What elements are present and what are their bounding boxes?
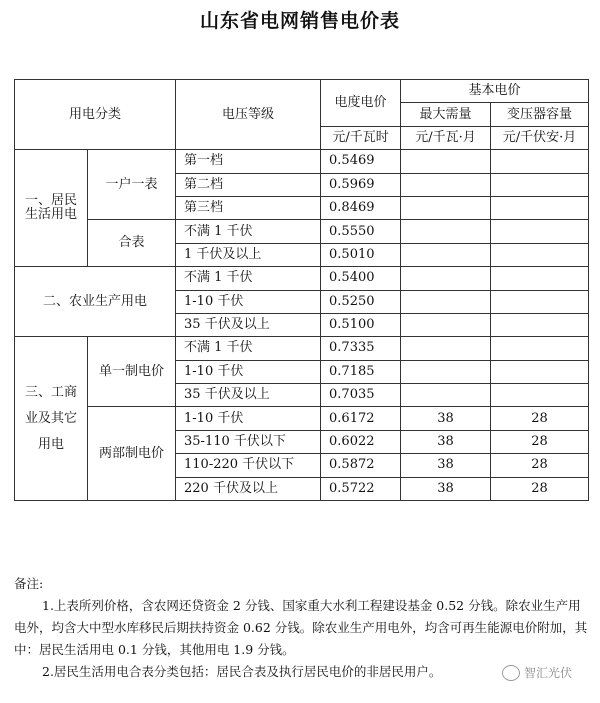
voltage-cell: 220 千伏及以上 xyxy=(176,477,321,500)
voltage-cell: 1-10 千伏 xyxy=(176,360,321,383)
capacity-cell xyxy=(491,173,589,196)
voltage-cell: 110-220 千伏以下 xyxy=(176,454,321,477)
voltage-cell: 35 千伏及以上 xyxy=(176,313,321,336)
voltage-cell: 1 千伏及以上 xyxy=(176,243,321,266)
tariff-table xyxy=(14,79,589,501)
table-row xyxy=(15,220,589,243)
voltage-cell: 不满 1 千伏 xyxy=(176,220,321,243)
capacity-cell xyxy=(491,384,589,407)
voltage-cell: 不满 1 千伏 xyxy=(176,267,321,290)
demand-cell: 38 xyxy=(401,477,491,500)
wechat-icon xyxy=(502,665,520,681)
header-category: 用电分类 xyxy=(15,80,176,150)
capacity-cell xyxy=(491,220,589,243)
header-row-1 xyxy=(15,80,589,103)
capacity-cell xyxy=(491,337,589,360)
price-cell: 0.7335 xyxy=(321,337,401,360)
demand-cell: 38 xyxy=(401,454,491,477)
notes-label: 备注: xyxy=(14,576,44,591)
capacity-cell: 28 xyxy=(491,407,589,430)
capacity-cell xyxy=(491,196,589,219)
group-residential: 一、居民生活用电 xyxy=(15,150,88,267)
price-cell: 0.5400 xyxy=(321,267,401,290)
price-cell: 0.5100 xyxy=(321,313,401,336)
watermark-text: 智汇光伏 xyxy=(523,666,572,680)
header-transformer: 变压器容量 xyxy=(491,103,589,126)
price-cell: 0.5872 xyxy=(321,454,401,477)
header-demand-unit: 元/千瓦·月 xyxy=(401,126,491,149)
demand-cell xyxy=(401,313,491,336)
subgroup-two-part-rate: 两部制电价 xyxy=(88,407,176,501)
group-industrial: 三、工商业及其它用电 xyxy=(15,337,88,501)
capacity-cell xyxy=(491,360,589,383)
header-basic-price: 基本电价 xyxy=(401,80,589,103)
demand-cell xyxy=(401,337,491,360)
demand-cell xyxy=(401,196,491,219)
price-cell: 0.5250 xyxy=(321,290,401,313)
demand-cell xyxy=(401,173,491,196)
voltage-cell: 第三档 xyxy=(176,196,321,219)
price-cell: 0.5469 xyxy=(321,150,401,173)
voltage-cell: 不满 1 千伏 xyxy=(176,337,321,360)
voltage-cell: 1-10 千伏 xyxy=(176,407,321,430)
price-cell: 0.5969 xyxy=(321,173,401,196)
price-cell: 0.5722 xyxy=(321,477,401,500)
table-row xyxy=(15,407,589,430)
price-cell: 0.7035 xyxy=(321,384,401,407)
price-cell: 0.5550 xyxy=(321,220,401,243)
capacity-cell xyxy=(491,313,589,336)
group-agricultural: 二、农业生产用电 xyxy=(15,267,176,337)
voltage-cell: 1-10 千伏 xyxy=(176,290,321,313)
header-transformer-unit: 元/千伏安·月 xyxy=(491,126,589,149)
demand-cell xyxy=(401,243,491,266)
header-max-demand: 最大需量 xyxy=(401,103,491,126)
subgroup-single-meter: 一户一表 xyxy=(88,150,176,220)
table-row xyxy=(15,337,589,360)
capacity-cell xyxy=(491,243,589,266)
voltage-cell: 35 千伏及以上 xyxy=(176,384,321,407)
demand-cell xyxy=(401,290,491,313)
header-voltage: 电压等级 xyxy=(176,80,321,150)
voltage-cell: 第一档 xyxy=(176,150,321,173)
price-cell: 0.5010 xyxy=(321,243,401,266)
capacity-cell xyxy=(491,267,589,290)
capacity-cell xyxy=(491,150,589,173)
note-1: 1.上表所列价格，含农网还贷资金 2 分钱、国家重大水利工程建设基金 0.52 分钱。除农业生产用电外，均含大中型水库移民后期扶持资金 0.62 分钱。除农业生产用电外，均含可再生能源电价附加，其中：居民生活用电 0.1 分钱，其他用电 1.9 分钱。 xyxy=(14,598,588,657)
voltage-cell: 第二档 xyxy=(176,173,321,196)
page-title: 山东省电网销售电价表 xyxy=(199,10,400,32)
subgroup-single-rate: 单一制电价 xyxy=(88,337,176,407)
header-energy-price: 电度电价 xyxy=(321,80,401,127)
demand-cell xyxy=(401,384,491,407)
subgroup-shared-meter: 合表 xyxy=(88,220,176,267)
capacity-cell: 28 xyxy=(491,477,589,500)
demand-cell: 38 xyxy=(401,407,491,430)
table-row xyxy=(15,267,589,290)
price-cell: 0.6022 xyxy=(321,430,401,453)
demand-cell xyxy=(401,267,491,290)
price-cell: 0.6172 xyxy=(321,407,401,430)
demand-cell: 38 xyxy=(401,430,491,453)
price-cell: 0.7185 xyxy=(321,360,401,383)
price-cell: 0.8469 xyxy=(321,196,401,219)
demand-cell xyxy=(401,150,491,173)
voltage-cell: 35-110 千伏以下 xyxy=(176,430,321,453)
note-2: 2.居民生活用电合表分类包括：居民合表及执行居民电价的非居民用户。 xyxy=(42,664,442,679)
capacity-cell: 28 xyxy=(491,430,589,453)
demand-cell xyxy=(401,220,491,243)
table-row xyxy=(15,150,589,173)
capacity-cell xyxy=(491,290,589,313)
header-energy-unit: 元/千瓦时 xyxy=(321,126,401,149)
capacity-cell: 28 xyxy=(491,454,589,477)
watermark xyxy=(502,664,572,681)
demand-cell xyxy=(401,360,491,383)
